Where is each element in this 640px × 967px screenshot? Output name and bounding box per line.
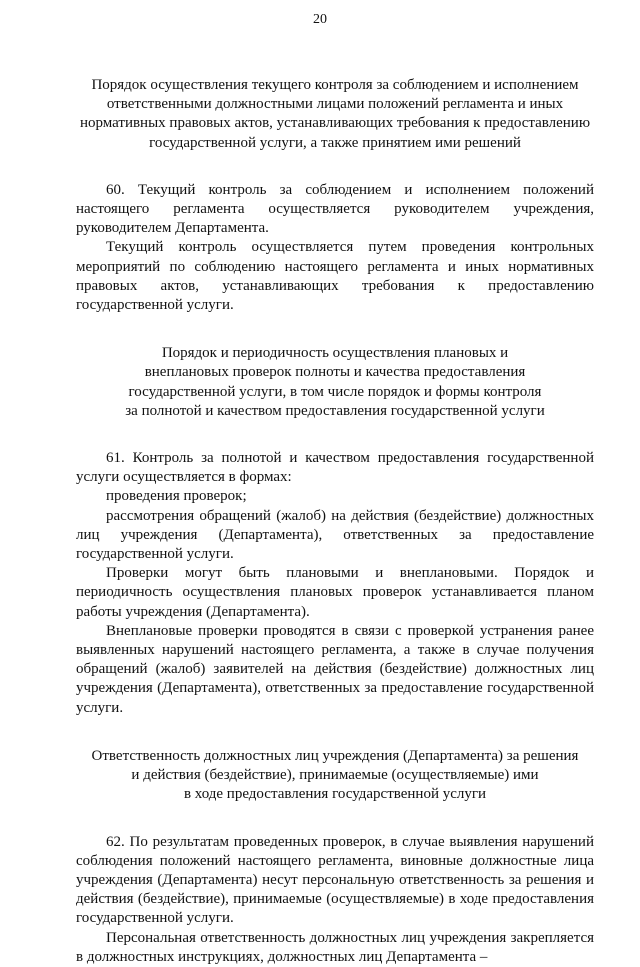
paragraph: проведения проверок;	[106, 488, 247, 505]
section-heading	[76, 344, 594, 421]
heading-line: государственной услуги, а также принятием ими решений	[149, 134, 521, 151]
paragraph: Проверки могут быть плановыми и внеплановыми. Порядок и периодичность осуществления плановых проверок устанавливается планом работы учреждения (Департамента).	[76, 565, 594, 620]
section-heading	[76, 747, 594, 805]
section-heading	[76, 76, 594, 153]
paragraph: Персональная ответственность должностных лиц учреждения закрепляется в должностных инструкциях, должностных лиц Департамента –	[76, 929, 594, 965]
paragraph: Внеплановые проверки проводятся в связи с проверкой устранения ранее выявленных нарушений настоящего регламента, а также в случае получения обращений (жалоб) заявителей на действия (бездействие) должностных лиц учреждения (Департамента), ответственных за предоставление государственной услуги.	[76, 622, 594, 716]
heading-line: и действия (бездействие), принимаемые (осуществляемые) ими	[131, 767, 539, 784]
heading-line: внеплановых проверок полноты и качества предоставления	[144, 364, 526, 381]
heading-line: государственной услуги, в том числе порядок и формы контроля	[128, 383, 542, 400]
document-body	[76, 76, 594, 967]
paragraph: рассмотрения обращений (жалоб) на действия (бездействие) должностных лиц учреждения (Департамента), ответственных за предоставление государственной услуги.	[76, 507, 594, 563]
heading-line: Порядок и периодичность осуществления плановых и	[161, 345, 509, 362]
paragraph: 60. Текущий контроль за соблюдением и исполнением положений настоящего регламента осуществляется руководителем учреждения, руководителем Департамента.	[76, 181, 594, 237]
heading-line: Порядок осуществления текущего контроля за соблюдением и исполнением	[91, 77, 579, 93]
paragraph: 62. По результатам проведенных проверок, в случае выявления нарушений соблюдения положений настоящего регламента, виновные должностные лица учреждения (Департамента) несут персональную ответственность за решения и действия (бездействие), принимаемые (осуществляемые) в ходе предоставления государственной услуги.	[76, 833, 594, 927]
heading-line: нормативных правовых актов, устанавливающих требования к предоставлению	[79, 115, 591, 132]
heading-line: в ходе предоставления государственной услуги	[183, 786, 487, 803]
paragraph: 61. Контроль за полнотой и качеством предоставления государственной услуги осуществляется в формах:	[76, 450, 594, 486]
heading-line: ответственными должностными лицами положений регламента и иных	[106, 96, 564, 113]
heading-line: Ответственность должностных лиц учреждения (Департамента) за решения	[91, 747, 579, 764]
paragraph: Текущий контроль осуществляется путем проведения контрольных мероприятий по соблюдению настоящего регламента и иных нормативных правовых актов, устанавливающих требования к предоставлению государственной услуги.	[76, 239, 594, 314]
heading-line: за полнотой и качеством предоставления государственной услуги	[125, 402, 545, 419]
page-number: 20	[313, 12, 327, 27]
